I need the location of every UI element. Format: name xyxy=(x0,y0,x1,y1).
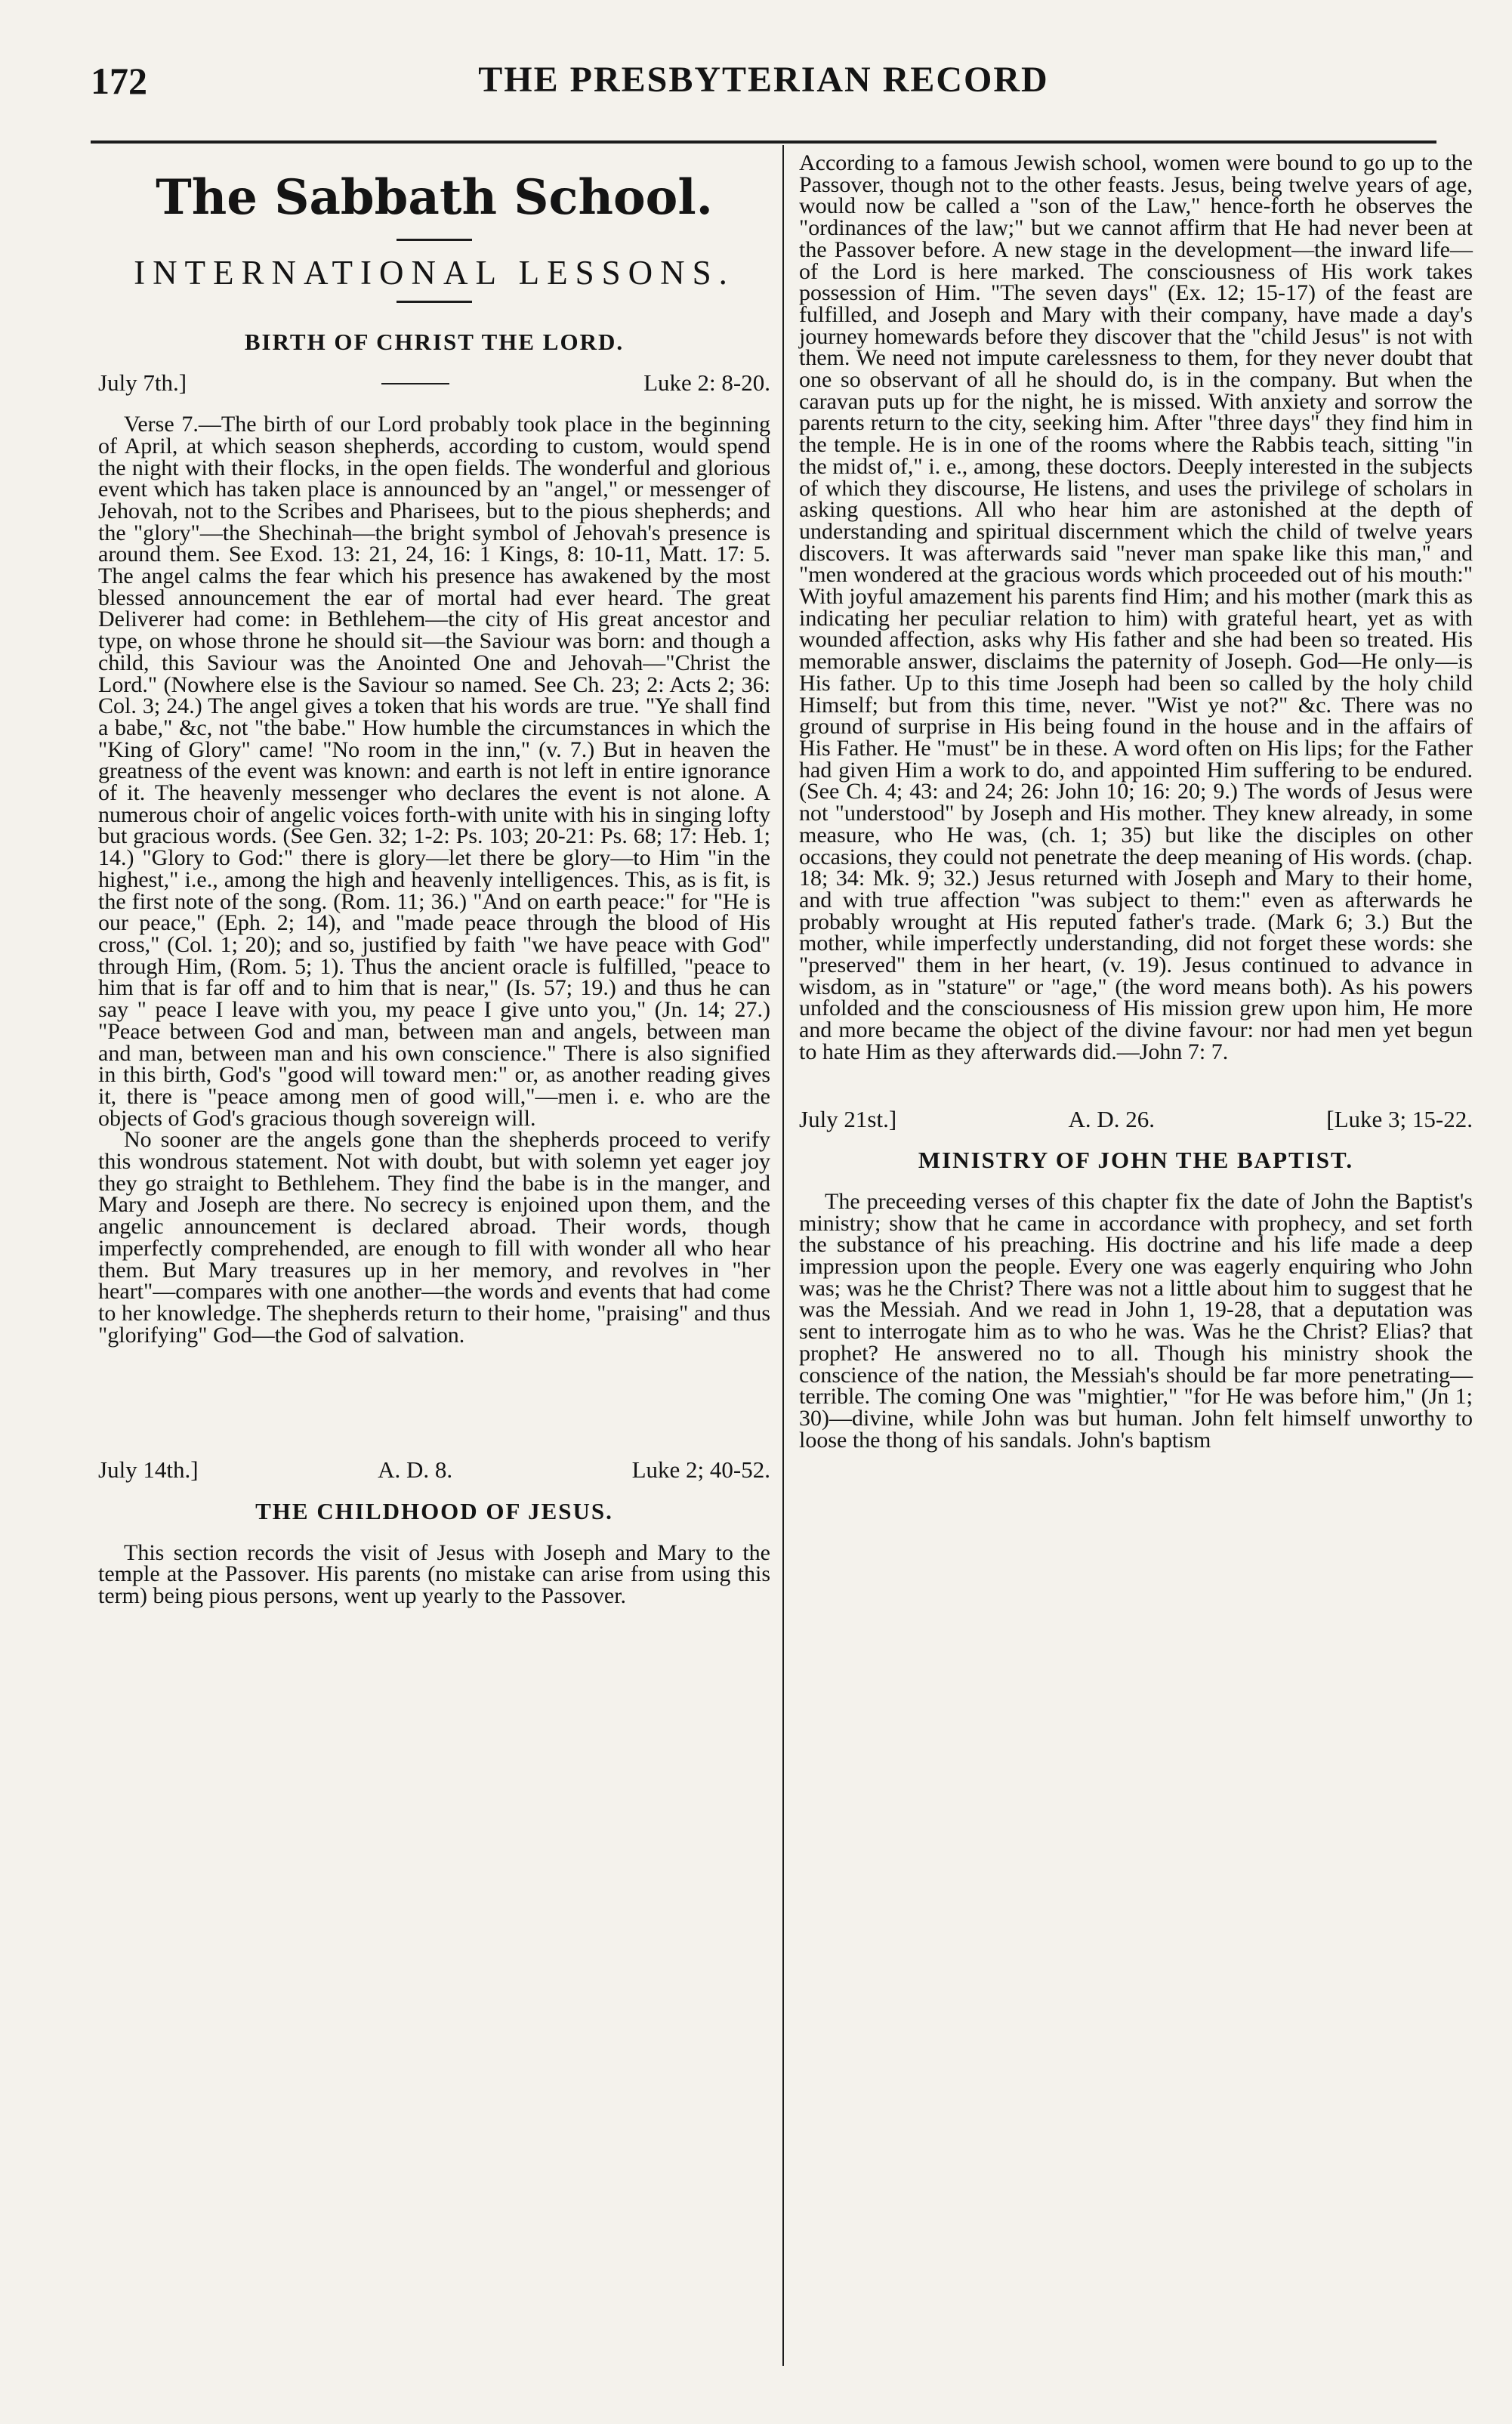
lessons-heading: INTERNATIONAL LESSONS. xyxy=(134,254,735,292)
lesson-reference: [Luke 3; 15-22. xyxy=(1326,1105,1473,1132)
lesson-title: MINISTRY OF JOHN THE BAPTIST. xyxy=(918,1147,1354,1174)
lesson-reference: Luke 2; 40-52. xyxy=(631,1456,770,1484)
lesson-meta xyxy=(799,1105,1473,1132)
section-title: The Sabbath School. xyxy=(156,169,713,226)
lesson-date: July 7th.] xyxy=(98,369,187,397)
lesson-paragraph: According to a famous Jewish school, women were bound to go up to the Passover, though not to the other feasts. Jesus, being twelve years of age, would now be called a "son of the Law," hence-forth he observes the "ordinances of the law;" but we cannot affirm that He had never been at the Passover before. A new stage in the development—the inward life—of the Lord is here marked. The consciousness of His work takes possession of Him. "The seven days" (Ex. 12; 15-17) of the feast are fulfilled, and Joseph and Mary with their company, have made a day's journey homewards before they discover that the "child Jesus" is not with them. We need not impute carelessness to them, for they never doubt that one so observant of all he should do, is in the company. But when the caravan puts up for the night, he is missed. With anxiety and sorrow the parents return to the city, seeking him. After "three days" they find him in the temple. He is in one of the rooms where the Rabbis teach, sitting "in the midst of," i. e., among, these doctors. Deeply interested in the subjects of which they discourse, He listens, and uses the privilege of scholars in asking questions. All who hear him are astonished at the depth of understanding and spiritual discernment which the child of twelve years discovers. It was afterwards said "never man spake like this man," and "men wondered at the gracious words which proceeded out of his mouth:" With joyful amazement his parents find Him; and his mother (mark this as indicating her peculiar relation to him) with grateful heart, yet as with wounded affection, asks why His father and she had been so treated. His memorable answer, disclaims the paternity of Joseph. God—He only—is His father. Up to this time Joseph had been so called by the holy child Himself; but from this time, never. "Wist ye not?" &c. There was no ground of surprise in His being found in the house and in the affairs of His Father. He "must" be in these. A word often on His lips; for the Father had given Him a work to do, and appointed Him suffering to be endured. (See Ch. 4; 43: and 24; 26: John 10; 16: 20; 9.) The words of Jesus were not "understood" by Joseph and His mother. They knew already, in some measure, who He was, (ch. 1; 35) but like the disciples on other occasions, they could not penetrate the deep meaning of His words. (chap. 18; 34: Mk. 9; 32.) Jesus returned with Joseph and Mary to their home, and with true affection "was subject to them:" even as afterwards he probably wrought at His reputed father's trade. (Mark 6; 3.) But the mother, while imperfectly understanding, did not forget these words: she "preserved" them in her heart, (v. 19). Jesus continued to advance in wisdom, as in "stature" or "age," (the word means both). As his powers unfolded and the consciousness of His mission grew upon him, He more and more became the object of the divine favour: nor had men yet begun to hate Him as they afterwards did.—John 7: 7. xyxy=(799,150,1473,1064)
lesson-date: July 21st.] xyxy=(799,1105,897,1132)
lesson-date: July 14th.] xyxy=(98,1456,199,1484)
lesson-year: A. D. 8. xyxy=(378,1456,453,1484)
dash-rule xyxy=(381,383,449,384)
page-header xyxy=(91,59,1436,112)
spacer xyxy=(799,1064,1473,1109)
lesson-reference: Luke 2: 8-20. xyxy=(643,369,770,397)
lesson-paragraph: No sooner are the angels gone than the shepherds proceed to verify this wondrous statement. Not with doubt, but with solemn yet eager joy they go straight to Bethlehem. They find the babe is in the manger, and Mary and Joseph are there. No secrecy is enjoined upon them, and the angelic announcement is declared abroad. Their words, though imperfectly comprehended, are enough to fill with wonder all who hear them. But Mary treasures up in her memory, and revolves in "her heart"—compares with one another—the words and events that had come to her knowledge. The shepherds return to their home, "praising" and thus "glorifying" God—the God of salvation. xyxy=(98,1127,770,1348)
column-divider xyxy=(782,145,784,2366)
lesson-meta xyxy=(98,1456,770,1484)
left-column xyxy=(98,153,770,1607)
header-rule xyxy=(91,140,1436,144)
lesson-meta xyxy=(98,369,770,397)
spacer xyxy=(98,1346,770,1459)
divider-rule xyxy=(397,239,472,241)
lesson-paragraph: This section records the visit of Jesus with Joseph and Mary to the temple at the Passover. His parents (no mistake can arise from using this term) being pious persons, went up yearly to the Passover. xyxy=(98,1539,770,1609)
publication-title: THE PRESBYTERIAN RECORD xyxy=(478,60,1049,100)
page-number: 172 xyxy=(91,60,147,102)
lesson-title: THE CHILDHOOD OF JESUS. xyxy=(255,1498,613,1525)
lesson-paragraph: Verse 7.—The birth of our Lord probably took place in the beginning of April, at which season shepherds, according to custom, would spend the night with their flocks, in the open fields. The wonderful and glorious event which has taken place is announced by an "angel," or messenger of Jehovah, not to the Scribes and Pharisees, but to the pious shepherds; and the "glory"—the Shechinah—the bright symbol of Jehovah's presence is around them. See Exod. 13: 21, 24, 16: 1 Kings, 8: 10-11, Matt. 17: 5. The angel calms the fear which his presence has awakened by the most blessed announcement the ear of mortal had ever heard. The great Deliverer had come: in Bethlehem—the city of His great ancestor and type, on whose throne he should sit—the Saviour was born: and though a child, this Saviour was the Anointed One and Jehovah—"Christ the Lord." (Nowhere else is the Saviour so named. See Ch. 23; 2: Acts 2; 36: Col. 3; 24.) The angel gives a token that his words are true. "Ye shall find a babe," &c, not "the babe." How humble the circumstances in which the "King of Glory" came! "No room in the inn," (v. 7.) But in heaven the greatness of the event was known: and earth is not left in entire ignorance of it. The heavenly messenger who declares the event is not alone. A numerous choir of angelic voices forth-with unite with his in singing lofty but gracious words. (See Gen. 32; 1-2: Ps. 103; 20-21: Ps. 68; 17: Heb. 1; 14.) "Glory to God:" there is glory—let there be glory—to Him "in the highest," i.e., among the high and heavenly intelligences. This, as is fit, is the first note of the song. (Rom. 11; 36.) "And on earth peace:" for "He is our peace," (Eph. 2; 14), and "made peace through the blood of His cross," (Col. 1; 20); and so, justified by faith "we have peace with God" through Him, (Rom. 5; 1). Thus the ancient oracle is fulfilled, "peace to him that is far off and to him that is near," (Is. 57; 19.) and thus he can say " peace I leave with you, my peace I give unto you," (Jn. 14; 27.) "Peace between God and man, between man and angels, between man and man, between man and his own conscience." There is also signified in this birth, God's "good will toward men:" or, as another reading gives it, there is "peace among men of good will,"—men i. e. who are the objects of God's gracious though sovereign will. xyxy=(98,412,770,1131)
lesson-paragraph: The preceeding verses of this chapter fix the date of John the Baptist's ministry; show that he came in accordance with prophecy, and set forth the substance of his preaching. His doctrine and his life made a deep impression upon the people. Every one was eagerly enquiring who John was; was he the Christ? There was not a little about him to suggest that he was the Messiah. And we read in John 1, 19-28, that a deputation was sent to interrogate him as to who he was. Was he the Christ? Elias? that prophet? He answered no to all. Though his ministry shook the conscience of the nation, the Messiah's should be far more penetrating—terrible. The coming One was "mightier," "for He was before him," (Jn 1; 30)—divine, while John was but human. John felt himself unworthy to loose the thong of his sandals. John's baptism xyxy=(799,1188,1473,1453)
divider-rule xyxy=(397,301,472,303)
lesson-title: BIRTH OF CHRIST THE LORD. xyxy=(244,328,625,355)
lesson-year: A. D. 26. xyxy=(1068,1105,1155,1132)
right-column xyxy=(799,150,1473,1453)
